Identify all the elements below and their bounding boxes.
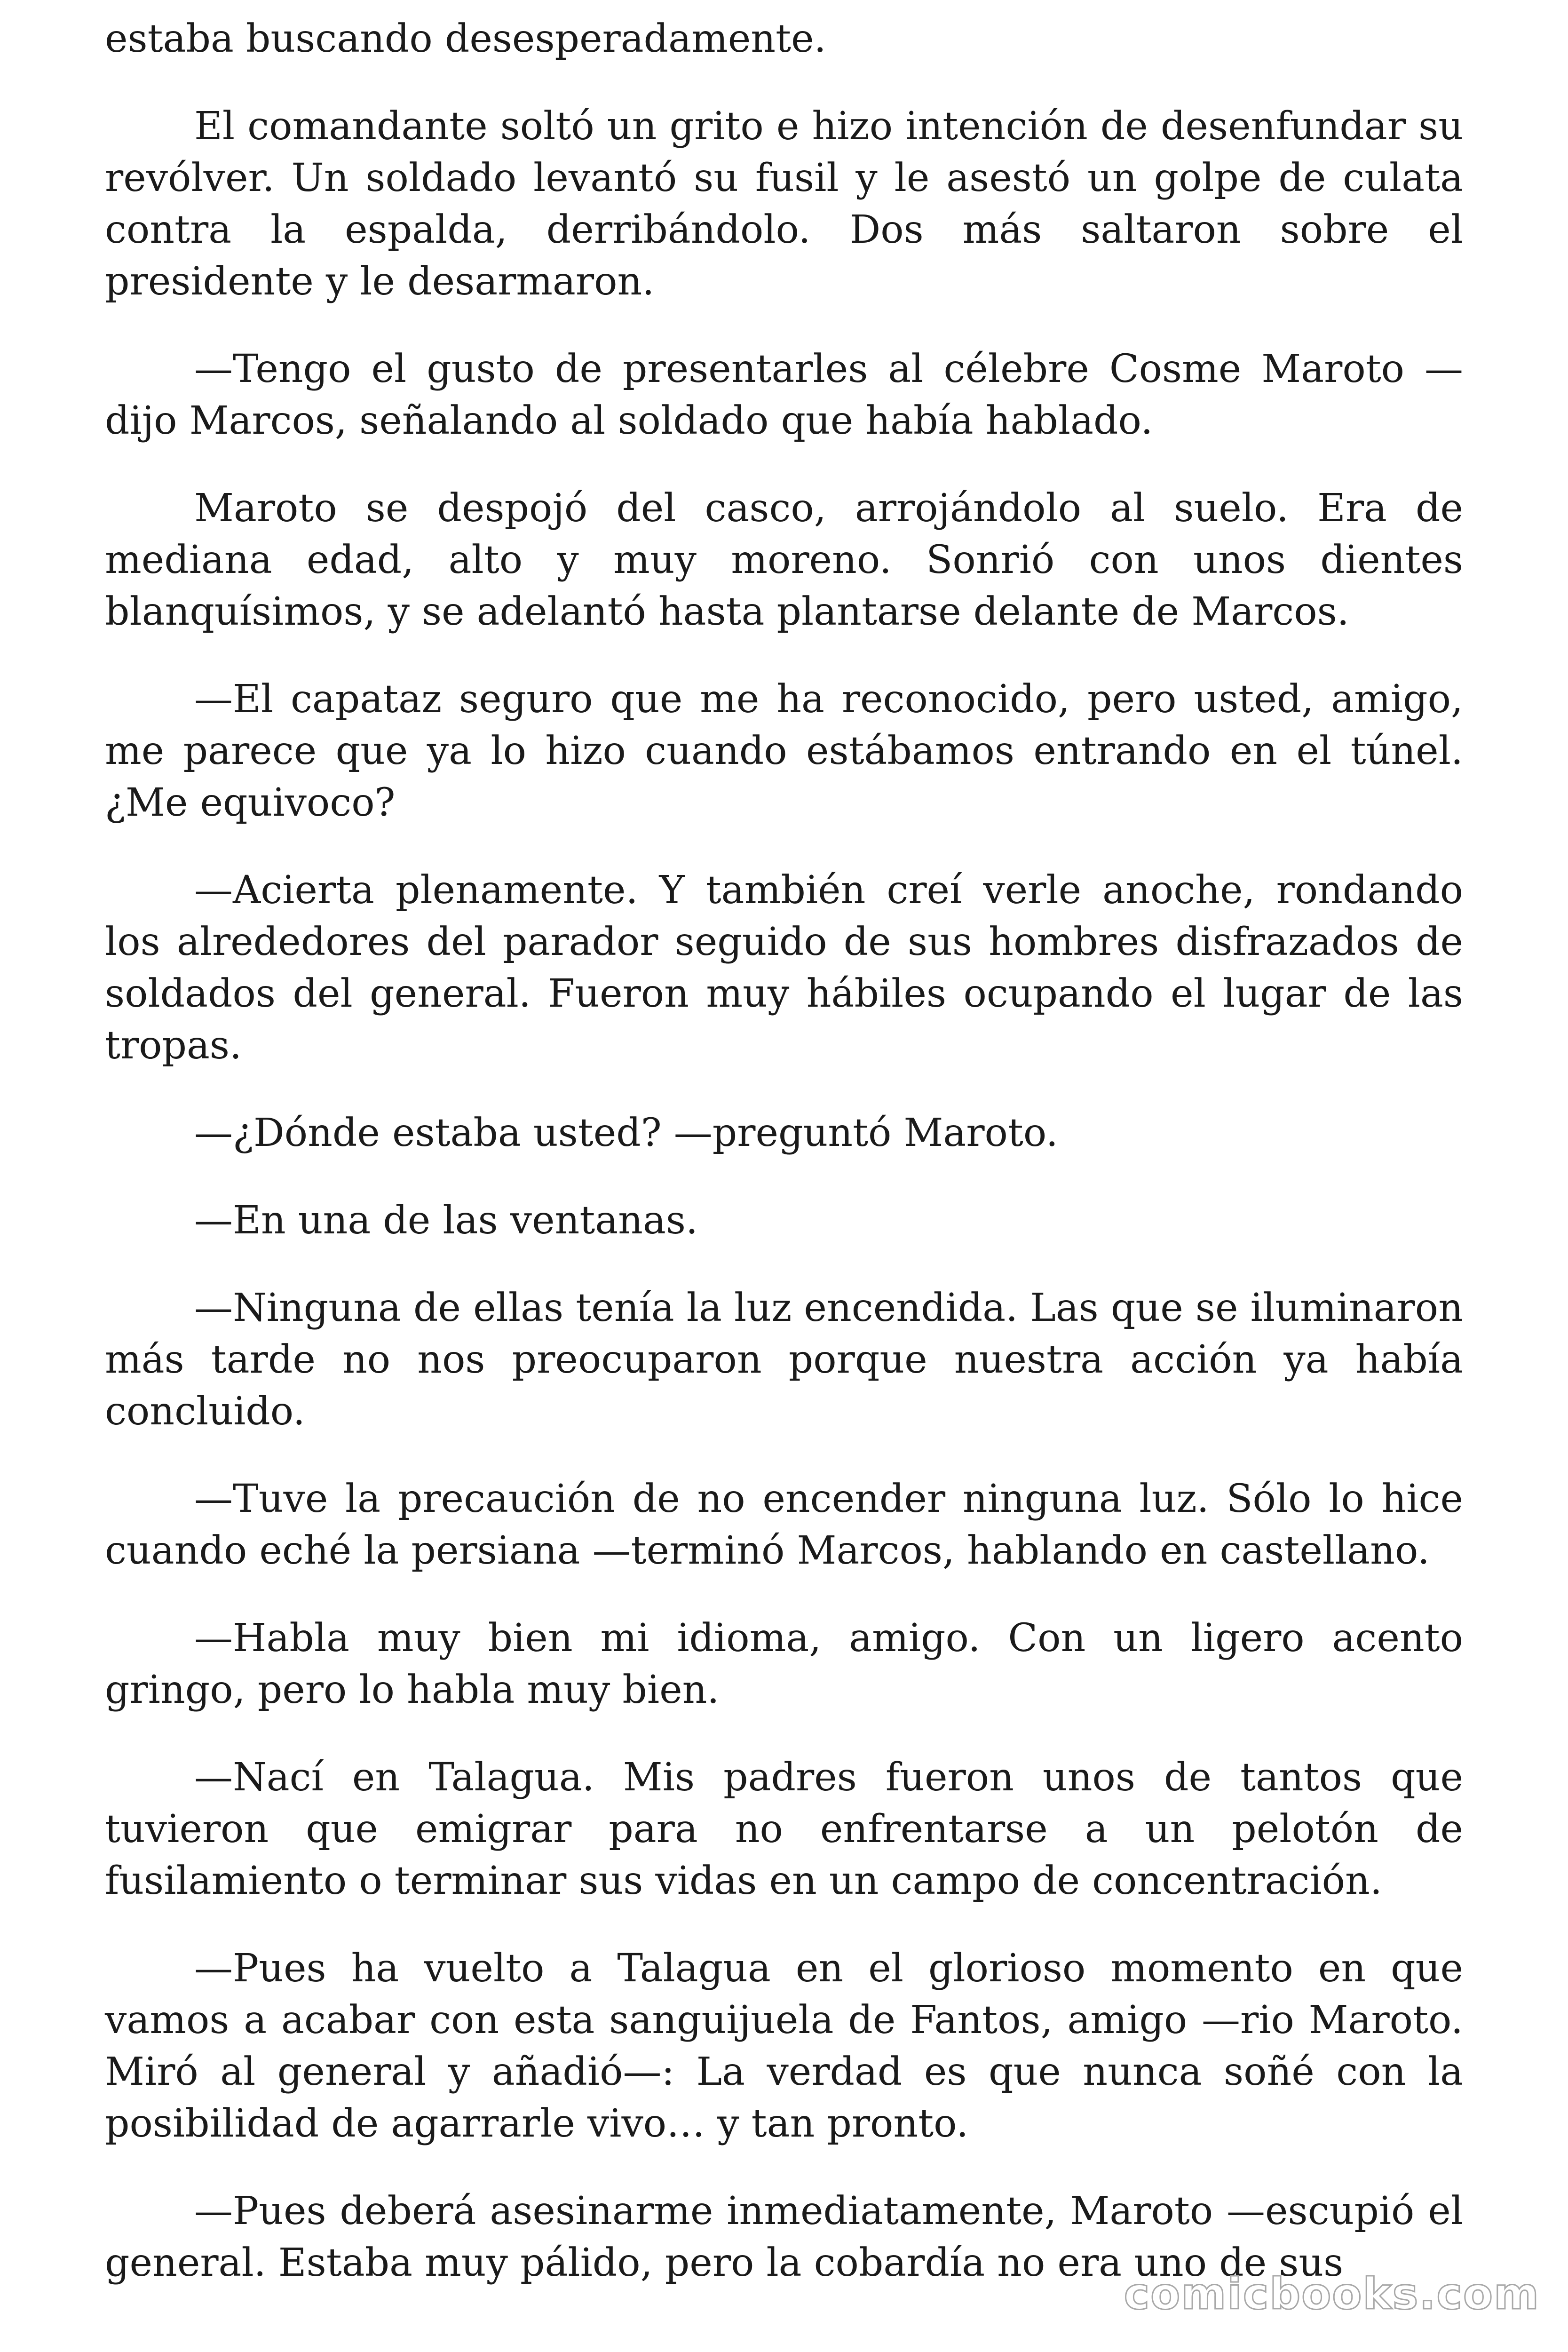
body-text [105,13,1463,2325]
paragraph: —Acierta plenamente. Y también creí verle anoche, rondando los alrededores del parador seguido de sus hombres disfrazados de soldados del general. Fueron muy hábiles ocupando el lugar de las tropas. [105,868,1463,1068]
paragraph: —Pues deberá asesinarme inmediatamente, Maroto —escupió el general. Estaba muy pálido, pero la cobardía no era uno de sus [105,2189,1463,2285]
paragraph: —Tuve la precaución de no encender ninguna luz. Sólo lo hice cuando eché la persiana —terminó Marcos, hablando en castellano. [105,1477,1463,1573]
paragraph-continuation: estaba buscando desesperadamente. [105,16,826,61]
paragraph: Maroto se despojó del casco, arrojándolo al suelo. Era de mediana edad, alto y muy moreno. Sonrió con unos dientes blanquísimos, y se adelantó hasta plantarse delante de Marcos. [105,486,1463,634]
paragraph: —El capataz seguro que me ha reconocido, pero usted, amigo, me parece que ya lo hizo cuando estábamos entrando en el túnel. ¿Me equivoco? [105,677,1463,825]
paragraph: El comandante soltó un grito e hizo intención de desenfundar su revólver. Un soldado levantó su fusil y le asestó un golpe de culata contra la espalda, derribándolo. Dos más saltaron sobre el presidente y le desarmaron. [105,104,1463,304]
paragraph: —En una de las ventanas. [194,1198,698,1243]
paragraph: —Nací en Talagua. Mis padres fueron unos de tantos que tuvieron que emigrar para no enfrentarse a un pelotón de fusilamiento o terminar sus vidas en un campo de concentración. [105,1755,1463,1903]
paragraph: —Pues ha vuelto a Talagua en el glorioso momento en que vamos a acabar con esta sanguijuela de Fantos, amigo —rio Maroto. Miró al general y añadió—: La verdad es que nunca soñé con la posibilidad de agarrarle vivo… y tan pronto. [105,1946,1463,2146]
paragraph: —Ninguna de ellas tenía la luz encendida. Las que se iluminaron más tarde no nos preocuparon porque nuestra acción ya había concluido. [105,1286,1463,1434]
watermark: comicbooks.com [1124,2269,1540,2319]
paragraph: —Tengo el gusto de presentarles al célebre Cosme Maroto —dijo Marcos, señalando al soldado que había hablado. [105,347,1463,443]
paragraph: —¿Dónde estaba usted? —preguntó Maroto. [194,1111,1058,1155]
paragraph: —Habla muy bien mi idioma, amigo. Con un ligero acento gringo, pero lo habla muy bien. [105,1616,1463,1712]
